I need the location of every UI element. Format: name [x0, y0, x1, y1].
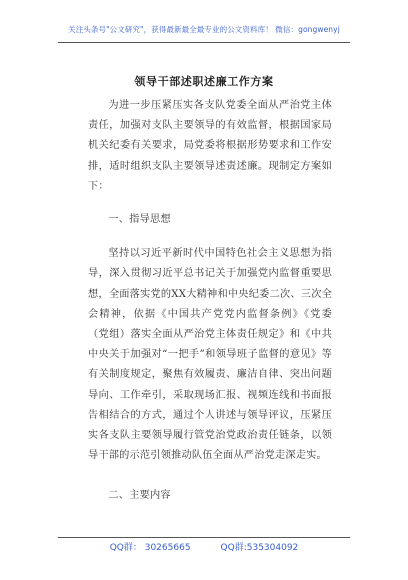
guiding-ideology-paragraph: 坚持以习近平新时代中国特色社会主义思想为指导，深入贯彻习近平总书记关于加强党内监督重要思想，全面落实党的XX大精神和中央纪委二次、三次全会精神，依据《中国共产党党内监督条例》《党委（党组）落实全面从严治党主体责任规定》和《中共中央关于加强对“一把手”和领导班子监督的意见》等有关制度规定，聚焦有效履责、廉洁自律、突出问题导向、工作牵引，采取现场汇报、视频连线和书面报告相结合的方式，通过个人讲述与领导评议，压紧压实各支队主要领导履行管党治党政治责任链条，以领导干部的示范引领推动队伍全面从严治党走深走实。: [88, 248, 332, 462]
document-body: [88, 96, 332, 507]
footer-qq-group-1: QQ群： 30265665: [109, 543, 191, 553]
header-promo-text: 关注头条号"公文研究"，获得最新最全最专业的公文资料库！ 微信：gongwenyj: [68, 25, 340, 34]
intro-paragraph: 为进一步压紧压实各支队党委全面从严治党主体责任，加强对支队主要领导的有效监督，根据国家局机关纪委有关要求，局党委将根据形势要求和工作安排，适时组织支队主要领导述责述廉。现制定方案如下：: [88, 100, 332, 192]
header-divider: [58, 42, 350, 43]
document-title: 领导干部述职述廉工作方案: [134, 75, 274, 88]
footer-divider: [58, 537, 350, 538]
footer: [0, 540, 408, 553]
section-heading-main-content: 二、主要内容: [108, 490, 171, 502]
section-heading-guiding-ideology: 一、指导思想: [108, 214, 171, 226]
footer-qq-group-2: QQ群:535304092: [220, 543, 299, 553]
